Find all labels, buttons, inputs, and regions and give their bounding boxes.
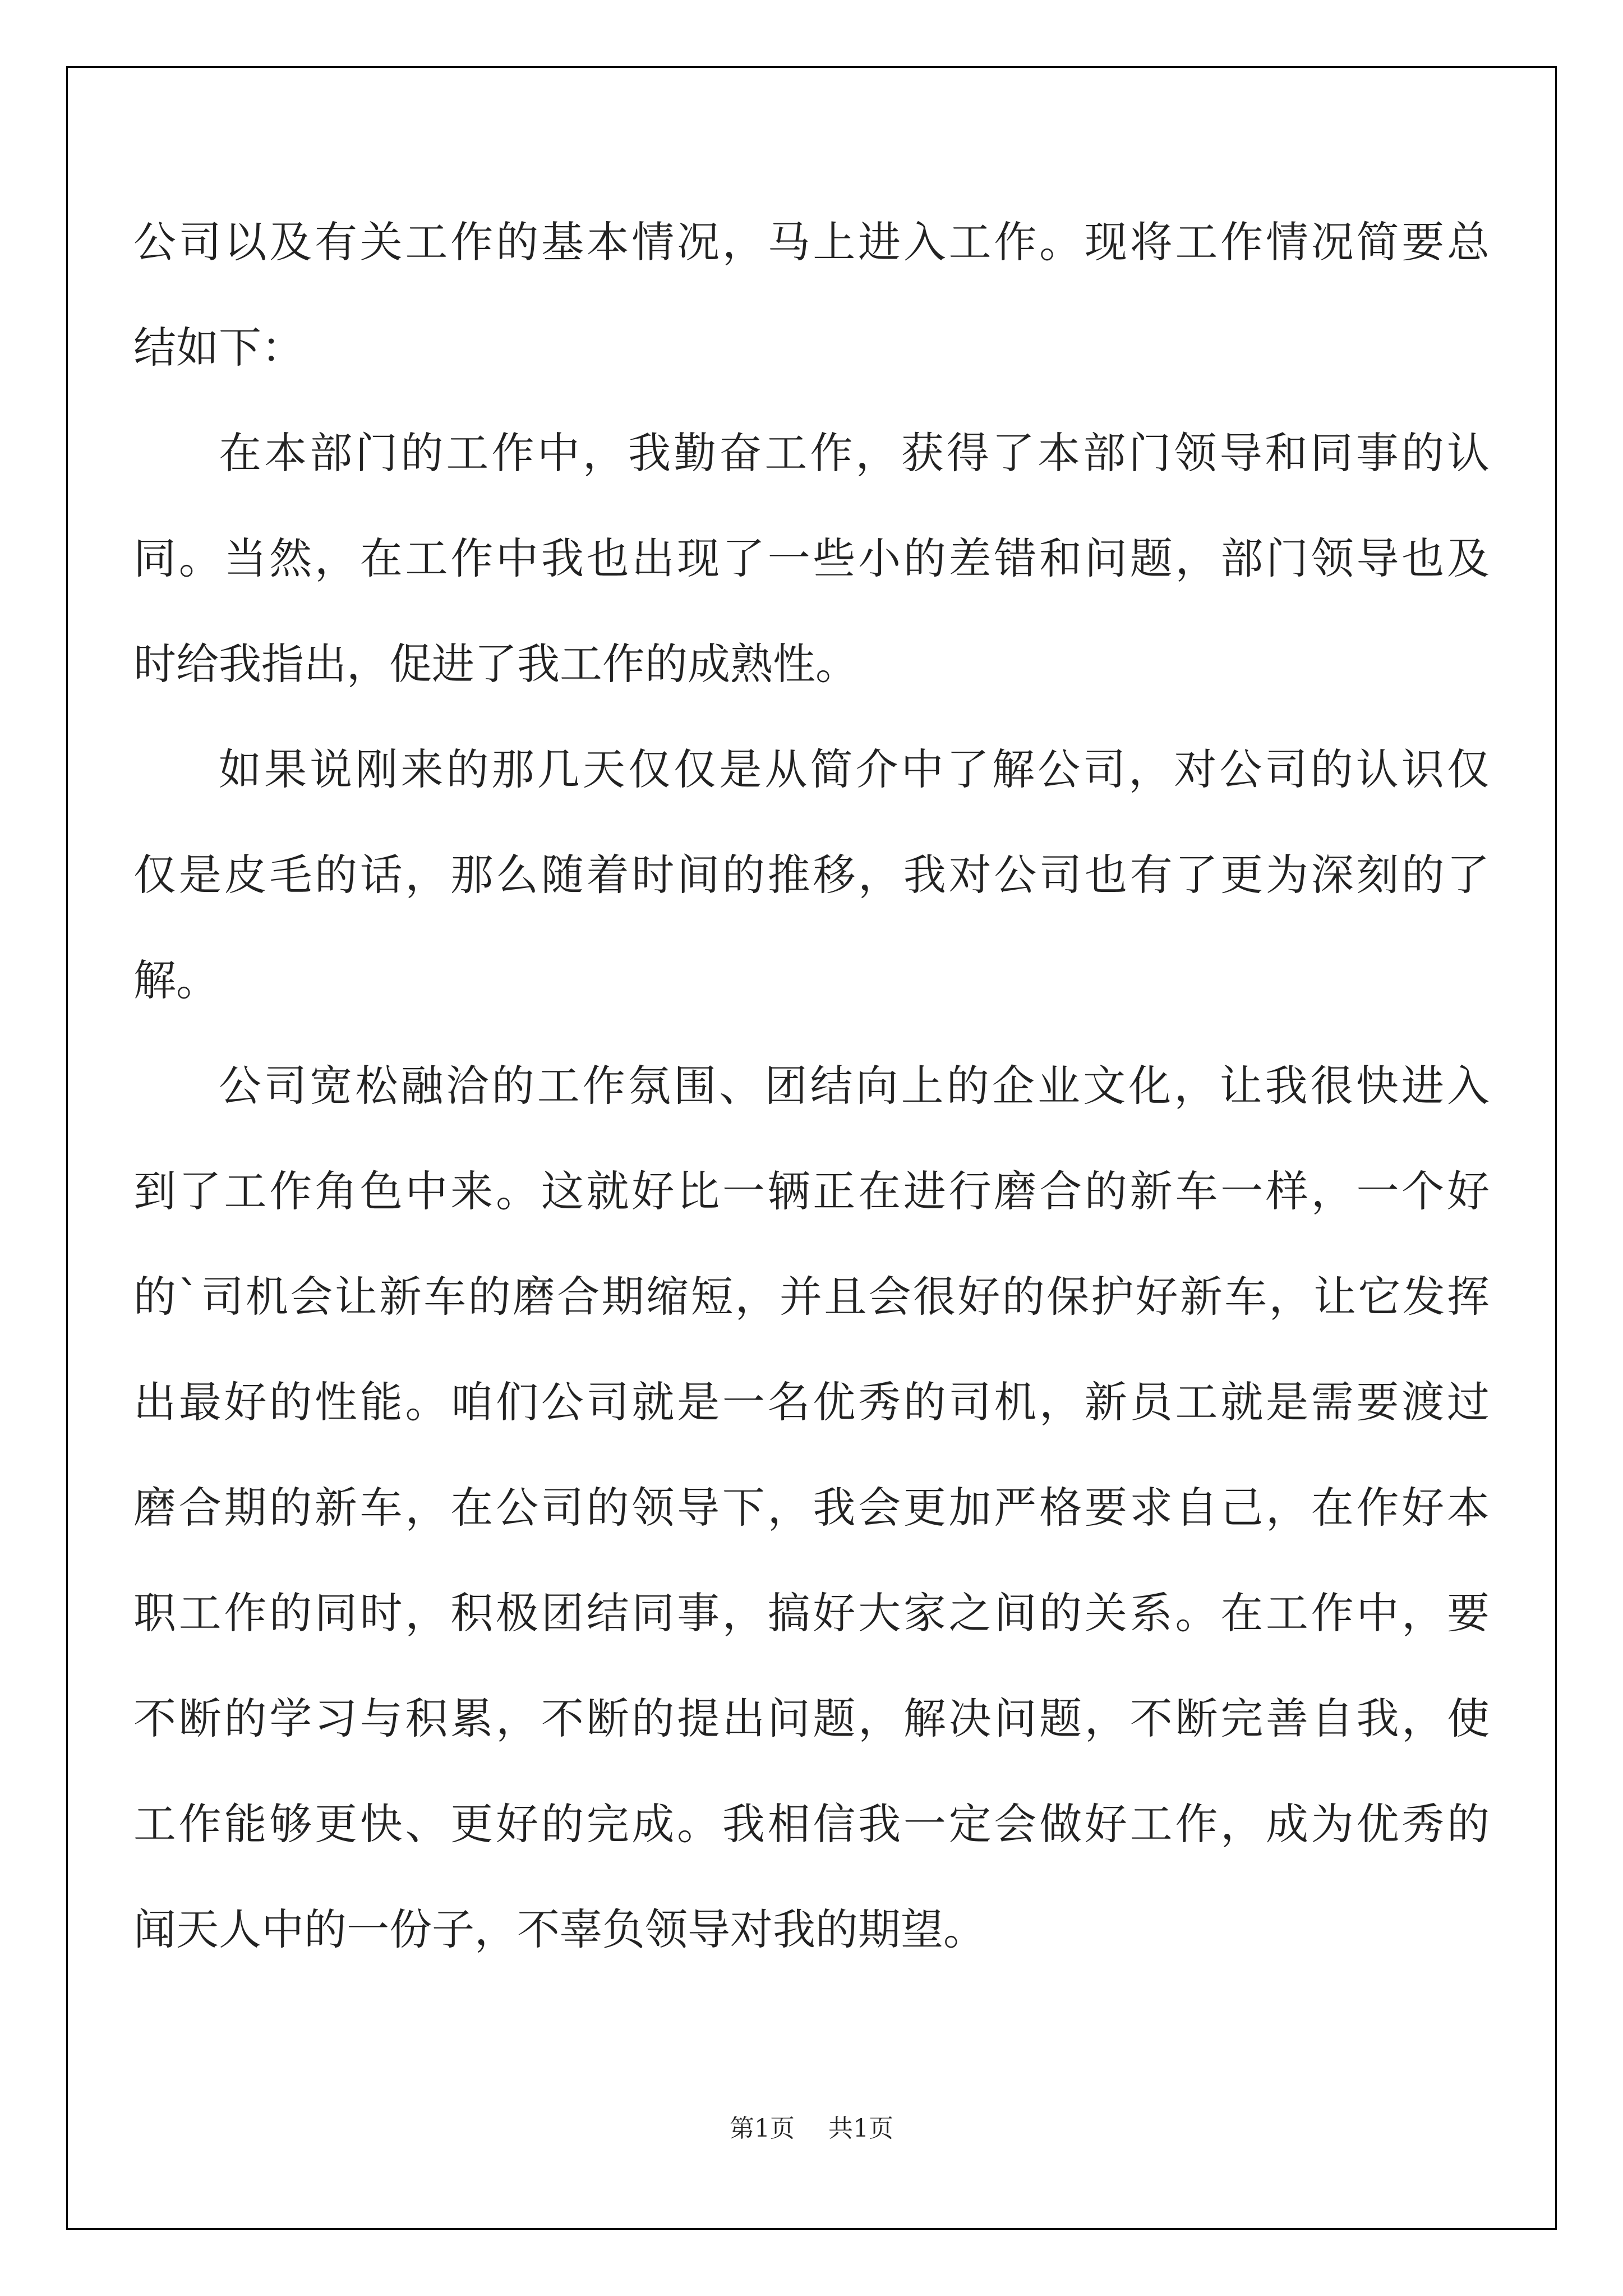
text-line: 仅是皮毛的话，那么随着时间的推移，我对公司也有了更为深刻的了 xyxy=(133,850,1490,900)
text-line: 到了工作角色中来。这就好比一辆正在进行磨合的新车一样，一个好 xyxy=(133,1166,1490,1216)
text-line: 时给我指出，促进了我工作的成熟性。 xyxy=(133,639,858,689)
text-line: 不断的学习与积累，不断的提出问题，解决问题，不断完善自我，使 xyxy=(133,1694,1490,1743)
text-line: 职工作的同时，积极团结同事，搞好大家之间的关系。在工作中，要 xyxy=(133,1588,1490,1638)
text-line: 结如下： xyxy=(133,323,304,372)
text-line: 闻天人中的一份子，不辜负领导对我的期望。 xyxy=(133,1904,986,1954)
text-line: 出最好的性能。咱们公司就是一名优秀的司机，新员工就是需要渡过 xyxy=(133,1377,1490,1427)
paragraph-start-line: 在本部门的工作中，我勤奋工作，获得了本部门领导和同事的认 xyxy=(219,428,1490,478)
page-current: 第1页 xyxy=(730,2114,795,2143)
page-total: 共1页 xyxy=(828,2114,893,2143)
document-body xyxy=(133,190,1490,1982)
paragraph-start-line: 如果说刚来的那几天仅仅是从简介中了解公司，对公司的认识仅 xyxy=(219,744,1490,794)
page-footer xyxy=(0,2112,1623,2146)
text-line: 的`司机会让新车的磨合期缩短，并且会很好的保护好新车，让它发挥 xyxy=(133,1272,1490,1322)
text-line: 工作能够更快、更好的完成。我相信我一定会做好工作，成为优秀的 xyxy=(133,1799,1490,1849)
paragraph-start-line: 公司宽松融洽的工作氛围、团结向上的企业文化，让我很快进入 xyxy=(219,1061,1490,1111)
text-line: 同。当然，在工作中我也出现了一些小的差错和问题，部门领导也及 xyxy=(133,533,1490,583)
text-line: 磨合期的新车，在公司的领导下，我会更加严格要求自己，在作好本 xyxy=(133,1483,1490,1533)
text-line: 解。 xyxy=(133,955,219,1005)
text-line: 公司以及有关工作的基本情况，马上进入工作。现将工作情况简要总 xyxy=(133,217,1490,267)
